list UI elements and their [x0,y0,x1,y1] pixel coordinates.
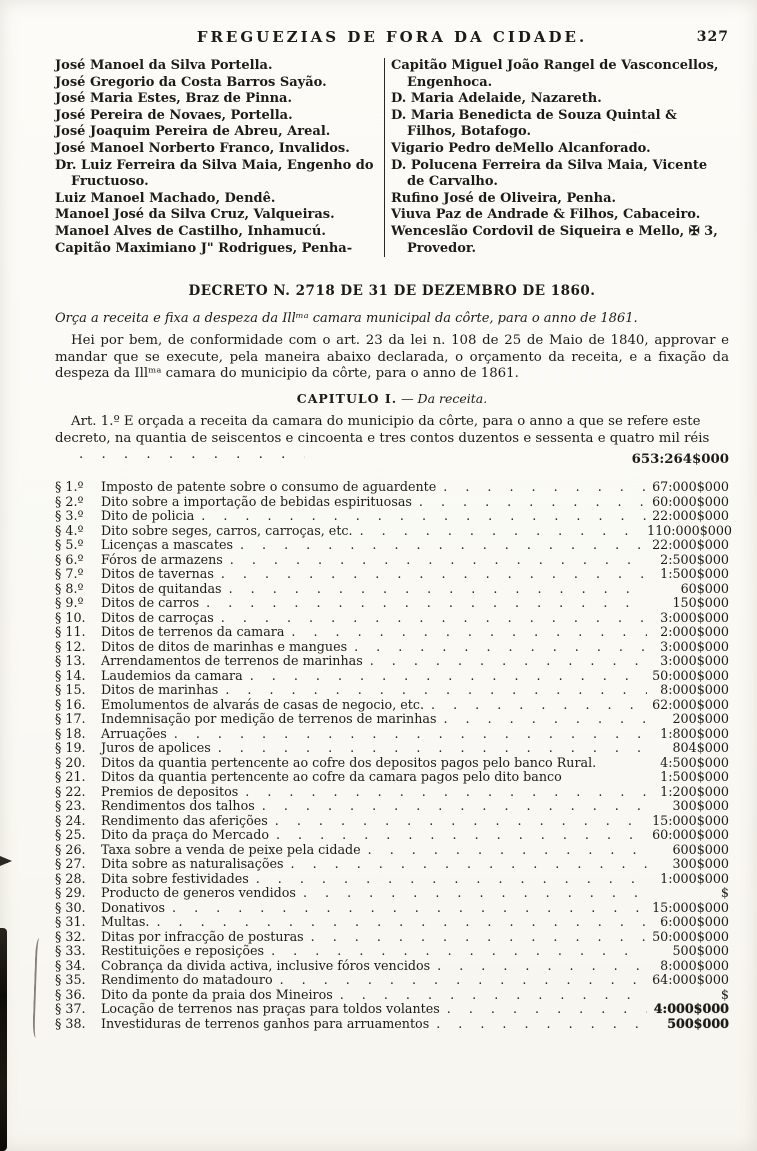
dot-leader [284,625,647,640]
item-label: Cobrança da divida activa, inclusive fóros vencidos [101,957,431,973]
item-label: Arruações [101,725,167,741]
item-amount: 62:000$000 [652,696,729,712]
receipt-item [55,698,729,713]
dot-leader [269,828,647,843]
receipt-item [55,901,729,916]
item-number: § 37. [55,1001,86,1017]
item-number: § 13. [55,653,86,669]
item-label: Ditas por infracção de posturas [101,928,304,944]
chapter-heading [55,391,729,406]
item-number: § 15. [55,682,86,698]
dot-leader [363,654,647,669]
item-amount: 200$000 [672,711,729,727]
receipt-item [55,872,729,887]
page-header [55,28,729,52]
receipt-item [55,828,729,843]
item-label: Ditos de quitandas [101,580,222,596]
receipt-item [55,509,729,524]
item-label: Emolumentos de alvarás de casas de negocio, etc. [101,696,425,712]
dot-leader [296,886,647,901]
name-list-right [384,58,729,257]
item-label: Dito da praça do Mercado [101,827,269,843]
item-label: Dita sobre festividades [101,870,249,886]
dot-leader [353,524,647,539]
item-label: Juros de apolices [101,740,211,756]
receipt-item [55,770,729,785]
item-number: § 11. [55,624,86,640]
item-amount: 300$000 [672,798,729,814]
item-number: § 14. [55,667,86,683]
item-label: Dito sobre seges, carros, carroças, etc. [101,522,353,538]
name-entry: Manoel José da Silva Cruz, Valqueiras. [55,207,335,223]
item-label: Dita sobre as naturalisações [101,856,284,872]
item-number: § 12. [55,638,86,654]
chapter-label: CAPITULO I. [296,391,398,407]
dot-leader [440,1002,647,1017]
dot-leader [243,669,647,684]
item-number: § 19. [55,740,86,756]
receipt-item [55,553,729,568]
dot-leader [596,756,647,771]
item-number: § 9.º [55,595,84,611]
article-intro [55,414,729,468]
receipt-item [55,596,729,611]
item-amount: 1:000$000 [660,870,729,886]
dot-leader [268,814,647,829]
page-number: 327 [696,29,729,45]
name-entry: Vigario Pedro deMello Alcanforado. [391,140,651,156]
dot-leader [333,988,647,1003]
item-label: Rendimento do matadouro [101,972,273,988]
item-label: Restituições e reposições [101,943,265,959]
name-entry: José Maria Estes, Braz de Pinna. [55,91,292,107]
item-amount: 4:000$000 [653,1001,729,1017]
name-entry: Dr. Luiz Ferreira da Silva Maia, Engenho do Fructuoso. [55,157,374,190]
item-number: § 30. [55,899,86,915]
dot-leader [255,799,647,814]
ink-squiggle-artifact [32,938,41,1038]
decree-summary: Orça a receita e fixa a despeza da Illᵐᵃ camara municipal da côrte, para o anno de 1861. [55,311,638,327]
item-number: § 27. [55,856,86,872]
item-number: § 29. [55,885,86,901]
receipt-item [55,1002,729,1017]
receipt-item [55,857,729,872]
page-title: FREGUEZIAS DE FORA DA CIDADE. [196,28,588,46]
item-number: § 6.º [55,551,84,567]
dot-leader [214,611,647,626]
item-number: § 24. [55,812,86,828]
receipt-item [55,1017,729,1032]
receipt-item [55,522,732,539]
receipt-item [55,669,729,684]
item-label: Dito sobre a importação de bebidas espirituosas [101,493,412,509]
item-amount: $ [720,885,729,901]
name-list-left [55,58,384,257]
item-amount: 8:000$000 [660,682,729,698]
item-label: Producto de generos vendidos [101,885,296,901]
item-amount: 1:800$000 [660,725,729,741]
item-label: Ditos de tavernas [101,566,214,582]
ink-streak-artifact [0,928,7,1151]
receipt-items [55,479,732,1031]
item-label: Ditos de carroças [101,609,214,625]
dot-leader [412,495,647,510]
dot-leader [233,538,647,553]
name-entry: Capitão Miguel João Rangel de Vasconcellos, Engenhoca. [391,58,719,90]
name-entry: José Gregorio da Costa Barros Sayão. [55,74,327,90]
receipt-item [55,538,729,553]
item-number: § 5.º [55,537,84,553]
receipt-item [55,480,729,495]
item-label: Dito da ponte da praia dos Mineiros [101,986,333,1002]
receipt-item [55,582,729,597]
decree-heading: DECRETO N. 2718 DE 31 DE DEZEMBRO DE 1860. [188,283,596,300]
dot-leader [424,698,647,713]
item-amount: 6:000$000 [660,914,729,930]
dot-leader [211,741,647,756]
article-total: 653:264$000 [631,451,729,467]
item-number: § 23. [55,798,86,814]
name-entry: D. Maria Benedicta de Souza Quintal & Filhos, Botafogo. [391,107,677,140]
item-amount: 2:500$000 [660,551,729,567]
dot-leader [347,640,647,655]
dot-leader [222,582,647,597]
receipt-item [55,712,729,727]
item-number: § 17. [55,711,86,727]
item-number: § 20. [55,754,86,770]
item-amount: 4:500$000 [660,754,729,770]
dot-leader [214,567,647,582]
dot-leader [284,857,647,872]
receipt-item [55,959,729,974]
item-amount: 22:000$000 [652,537,729,553]
receipt-item [55,944,729,959]
item-amount: 1:500$000 [660,566,729,582]
item-amount: 1:200$000 [660,783,729,799]
receipt-item [55,611,729,626]
receipt-item [55,799,729,814]
item-amount: 3:000$000 [660,638,729,654]
item-number: § 1.º [55,479,84,495]
item-label: Ditos de marinhas [101,682,219,698]
item-amount: 8:000$000 [660,957,729,973]
dot-leader [264,944,647,959]
item-label: Rendimentos dos talhos [101,798,255,814]
dot-leader [249,872,647,887]
receipt-item [55,785,729,800]
item-number: § 7.º [55,566,84,582]
item-number: § 38. [55,1015,86,1031]
receipt-item [55,683,729,698]
dot-leader [361,843,647,858]
name-entry: Manoel Alves de Castilho, Inhamucú. [55,223,326,239]
item-label: Ditos de ditos de marinhas e mangues [101,638,348,654]
item-number: § 16. [55,696,86,712]
item-number: § 32. [55,928,86,944]
receipt-item [55,814,729,829]
item-label: Multas. [101,914,150,930]
item-amount: 150$000 [672,595,729,611]
name-entry: Capitão Maximiano J" Rodrigues, Penha- [55,240,353,256]
item-number: § 2.º [55,493,84,509]
receipt-item [55,756,729,771]
item-label: Taxa sobre a venda de peixe pela cidade [101,841,361,857]
name-entry: D. Polucena Ferreira da Silva Maia, Vicente de Carvalho. [391,157,708,190]
dot-leader [238,785,647,800]
item-amount: 300$000 [672,856,729,872]
dot-leader [223,553,647,568]
item-number: § 35. [55,972,86,988]
item-number: § 33. [55,943,86,959]
decree-body: Hei por bem, de conformidade com o art. 23 da lei n. 108 de 25 de Maio de 1840, approvar e mandar que se execute, pela maneira abaixo declarada, o orçamento da receita, e a fixação da despeza da Illᵐᵃ camara do municipio da côrte, para o anno de 1861. [55,333,729,381]
dot-leader [273,973,647,988]
item-label: Ditos da quantia pertencente ao cofre dos depositos pagos pelo banco Rural. [101,754,597,770]
item-label: Indemnisação por medição de terrenos de marinhas [101,711,437,727]
receipt-item [55,930,729,945]
receipt-item [55,640,729,655]
item-amount: 500$000 [667,1015,729,1031]
item-amount: 50:000$000 [652,667,729,683]
item-amount: 500$000 [672,943,729,959]
item-label: Imposto de patente sobre o consumo de aguardente [101,479,437,495]
item-label: Rendimento das aferições [101,812,268,828]
item-amount: 15:000$000 [652,899,729,915]
item-amount: 804$000 [672,740,729,756]
dot-leader [149,915,647,930]
receipt-item [55,495,729,510]
item-number: § 18. [55,725,86,741]
item-amount: 2:000$000 [660,624,729,640]
receipt-item [55,741,729,756]
item-label: Premios de depositos [101,783,239,799]
item-amount: $ [720,986,729,1002]
dot-leader [304,930,647,945]
item-number: § 28. [55,870,86,886]
item-label: Fóros de armazens [101,551,223,567]
page-content [55,28,732,1031]
name-entry: Rufino José de Oliveira, Penha. [391,190,617,206]
item-number: § 34. [55,957,86,973]
item-label: Donativos [101,899,166,915]
receipt-item [55,915,729,930]
name-entry: Wenceslão Cordovil de Siqueira e Mello, ✠ 3, Provedor. [391,223,718,256]
item-number: § 31. [55,914,86,930]
name-entry: D. Maria Adelaide, Nazareth. [391,91,602,107]
dot-leader [167,727,647,742]
dot-leader [194,509,647,524]
item-label: Arrendamentos de terrenos de marinhas [101,653,363,669]
item-amount: 22:000$000 [652,508,729,524]
item-amount: 50:000$000 [652,928,729,944]
item-number: § 22. [55,783,86,799]
item-amount: 60:000$000 [652,827,729,843]
item-number: § 36. [55,986,86,1002]
item-number: § 4.º [55,522,84,538]
receipt-item [55,973,729,988]
chapter-title: — Da receita. [401,391,488,407]
item-number: § 3.º [55,508,84,524]
item-amount: 15:000$000 [652,812,729,828]
item-amount: 60$000 [680,580,729,596]
item-label: Laudemios da camara [101,667,243,683]
item-number: § 21. [55,769,86,785]
dot-leader [436,712,647,727]
item-amount: 64:000$000 [652,972,729,988]
item-number: § 25. [55,827,86,843]
name-entry: José Manoel Norberto Franco, Invalidos. [55,140,350,156]
dot-leader [55,447,305,463]
name-entry: José Joaquim Pereira de Abreu, Areal. [55,124,331,140]
item-amount: 3:000$000 [660,653,729,669]
item-number: § 10. [55,609,86,625]
receipt-item [55,654,729,669]
item-label: Ditos da quantia pertencente ao cofre da camara pagos pelo dito banco [101,769,562,785]
dot-leader [436,480,647,495]
item-amount: 1:500$000 [660,769,729,785]
receipt-item [55,567,729,582]
item-amount: 67:000$000 [652,479,729,495]
dot-leader [165,901,647,916]
item-amount: 3:000$000 [660,609,729,625]
item-label: Ditos de carros [101,595,200,611]
dot-leader [429,1017,647,1032]
name-columns [55,58,729,257]
receipt-item [55,886,729,901]
dot-leader [199,596,647,611]
receipt-item [55,988,729,1003]
name-entry: José Pereira de Novaes, Portella. [55,107,293,123]
item-label: Ditos de terrenos da camara [101,624,285,640]
dot-leader [562,770,647,785]
article-intro-text: Art. 1.º E orçada a receita da camara do municipio da côrte, para o anno a que se refere este decreto, na quantia de seiscentos e cincoenta e tres contos duzentos e sessenta e quatro mil réis [55,414,710,446]
receipt-item [55,727,729,742]
item-label: Investiduras de terrenos ganhos para arruamentos [101,1015,430,1031]
item-amount: 600$000 [672,841,729,857]
item-amount: 110:000$000 [647,522,732,538]
item-label: Licenças a mascates [101,537,233,553]
receipt-item [55,625,729,640]
name-entry: Viuva Paz de Andrade & Filhos, Cabaceiro. [391,207,701,223]
name-entry: José Manoel da Silva Portella. [55,58,273,73]
receipt-item [55,843,729,858]
item-number: § 26. [55,841,86,857]
ink-arrow-artifact [0,856,12,866]
item-label: Dito de policia [101,508,195,524]
item-label: Locação de terrenos nas praças para toldos volantes [101,1001,440,1017]
dot-leader [218,683,647,698]
dot-leader [430,959,647,974]
item-number: § 8.º [55,580,84,596]
name-entry: Luiz Manoel Machado, Dendê. [55,190,276,206]
item-amount: 60:000$000 [652,493,729,509]
